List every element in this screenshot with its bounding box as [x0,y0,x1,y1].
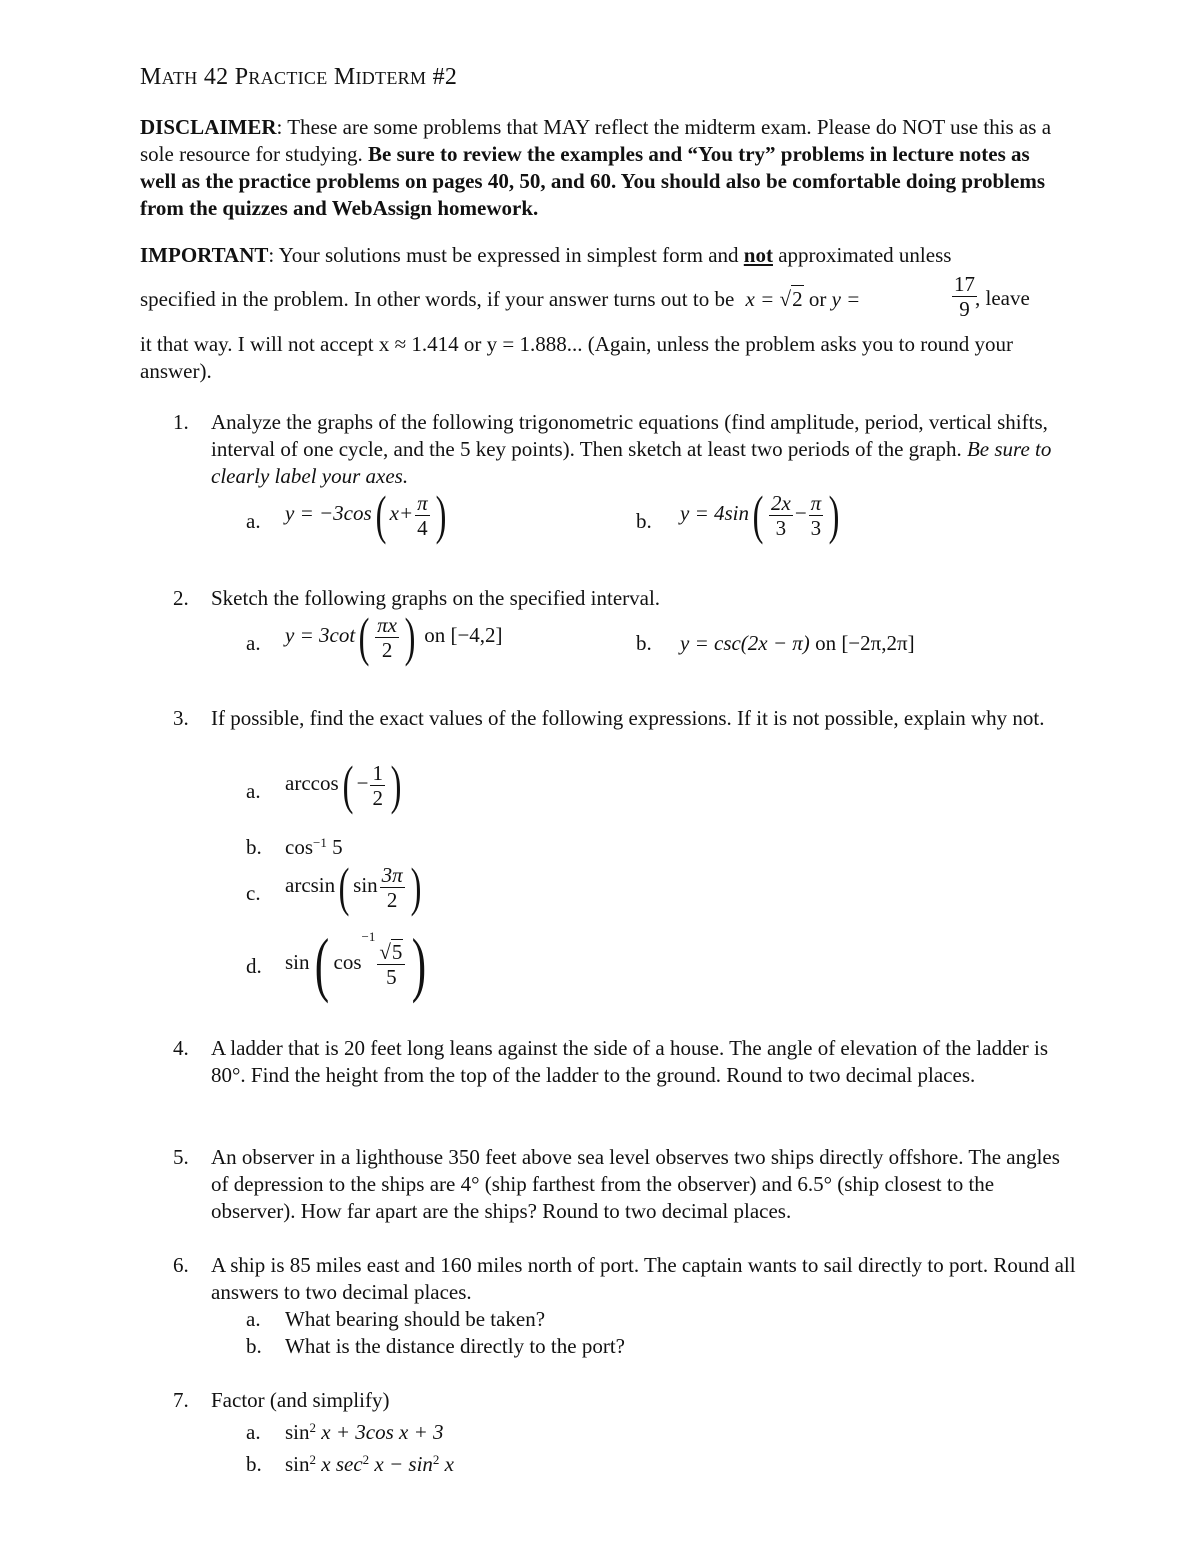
problem-2b-expression: y = csc(2x − π) on [−2π,2π] [680,631,915,655]
important-line-1: IMPORTANT: Your solutions must be expressed in simplest form and not approximated unless [140,243,952,267]
problem-5-text: An observer in a lighthouse 350 feet above sea level observes two ships directly offshore. The angles of depression to the ships are 4° (ship farthest from the observer) and 6.5° (ship closest to the observer). How far apart are the ships? Round to two decimal places. [211,1145,1060,1223]
problem-4-text: A ladder that is 20 feet long leans against the side of a house. The angle of elevation of the ladder is 80°. Find the height from the top of the ladder to the ground. Round to two decimal places. [211,1036,1049,1087]
page-title: MATH 42 PRACTICE MIDTERM #2 [140,64,458,90]
important-fraction: $\frac{17}{9}$ [954,272,975,321]
problem-7b-expression: $\sin^2 x$ $\sec^2 x - \sin^2 x$ [285,1452,454,1476]
problem-7-text: Factor (and simplify) [211,1388,390,1412]
problem-3d-expression: sin( $\cos^{-1}$ √ 5 5 ) [285,924,427,1004]
subproblem-label: b. [246,1452,262,1476]
problem-1-text: Analyze the graphs of the following trigonometric equations (find amplitude, period, vertical shifts, interval of one cycle, and the 5 key points). Then sketch at least two periods of the graph. Be sure to clearly label your axes. [211,410,1052,488]
problem-3-text: If possible, find the exact values of the following expressions. If it is not possible, explain why not. [211,706,1045,730]
problem-number: 6. [173,1253,189,1277]
subproblem-label: a. [246,779,261,803]
disclaimer-label: DISCLAIMER [140,115,277,139]
problem-7a-expression: $\sin^2 x + 3\cos$ x + 3 [285,1420,444,1444]
important-line-3: it that way. I will not accept x ≈ 1.414 or y = 1.888... (Again, unless the problem asks you to round your answer). [140,332,1013,383]
problem-number: 4. [173,1036,189,1060]
problem-1b-expression: y = 4sin( $\frac{2x}{3}$ − $\frac{\pi}{3}$ ) [680,485,840,545]
subproblem-label: d. [246,954,262,978]
problem-6-text: A ship is 85 miles east and 160 miles north of port. The captain wants to sail directly to port. Round all answers to two decimal places. [211,1253,1076,1304]
problem-number: 2. [173,586,189,610]
subproblem-label: b. [636,631,652,655]
problem-number: 5. [173,1145,189,1169]
problem-6a-text: What bearing should be taken? [285,1307,546,1331]
disclaimer-paragraph: DISCLAIMER: These are some problems that MAY reflect the midterm exam. Please do NOT use this as a sole resource for studying. Be sure to review the examples and “You try” problems in lecture notes as well as the practice problems on pages 40, 50, and 60. You should also be comfortable doing problems from the quizzes and WebAssign homework. [140,115,1052,220]
subproblem-label: a. [246,1420,261,1444]
problem-number: 1. [173,410,189,434]
problem-6b-text: What is the distance directly to the port? [285,1334,625,1358]
subproblem-label: a. [246,1307,261,1331]
subproblem-label: b. [636,509,652,533]
subproblem-label: a. [246,509,261,533]
important-leave: , leave [975,286,1030,310]
subproblem-label: a. [246,631,261,655]
subproblem-label: b. [246,1334,262,1358]
problem-number: 7. [173,1388,189,1412]
problem-2a-expression: y = 3cot( $\frac{\pi x}{2}$ ) on [−4,2] [285,607,503,667]
problem-2-text: Sketch the following graphs on the specified interval. [211,586,661,610]
problem-3a-expression: arccos( − $\frac{1}{2}$ ) [285,755,402,815]
subproblem-label: b. [246,835,262,859]
problem-3b-expression: $\cos^{-1} 5$ [285,835,343,859]
problem-1a-expression: y = −3cos( x+ $\frac{\pi}{4}$ ) [285,485,447,545]
problem-3c-expression: arcsin( sin $\frac{3\pi}{2}$ ) [285,857,422,917]
important-line-2: specified in the problem. In other words, if your answer turns out to be x = √ 2 or y = [140,287,861,311]
problem-number: 3. [173,706,189,730]
subproblem-label: c. [246,881,261,905]
